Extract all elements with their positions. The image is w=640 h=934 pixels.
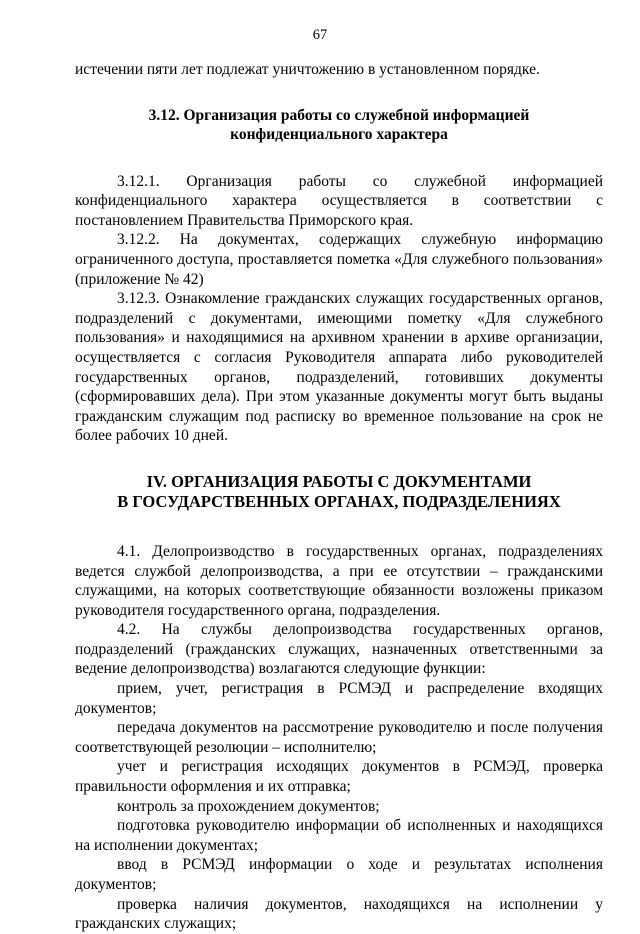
- list-item-line: передача документов на рассмотрение руководителю и после получения: [117, 719, 603, 737]
- list-item: [75, 797, 603, 817]
- list-item: [75, 757, 603, 796]
- paragraph-line: осуществляется с согласия Руководителя аппарата либо руководителей: [75, 348, 603, 366]
- section-312-title-line-1: 3.12. Организация работы со служебной информацией: [148, 106, 530, 124]
- list-item-line: документов;: [75, 876, 157, 893]
- section-iv-title-line-2: В ГОСУДАРСТВЕННЫХ ОРГАНАХ, ПОДРАЗДЕЛЕНИЯХ: [117, 491, 561, 511]
- paragraph-line: государственных органов, подразделений, готовивших документы: [75, 368, 603, 386]
- list-item-line: соответствующей резолюции – исполнителю;: [75, 738, 377, 756]
- paragraph-line: 3.12.1. Организация работы со служебной информацией: [117, 172, 603, 190]
- list-item: [75, 816, 603, 855]
- paragraph-line: (сформировавших дела). При этом указанные документы могут быть выданы: [75, 388, 603, 406]
- paragraph-4-1: [75, 542, 603, 620]
- paragraph-line: ведение делопроизводства) возлагаются следующие функции:: [75, 660, 486, 678]
- paragraph-3-12-2: [75, 230, 603, 289]
- list-item: [75, 718, 603, 757]
- intro-line: истечении пяти лет подлежат уничтожению в установленном порядке.: [75, 61, 540, 78]
- list-item-line: подготовка руководителю информации об исполненных и находящихся: [117, 817, 603, 835]
- list-item-line: правильности оформления и их отправка;: [75, 778, 351, 796]
- paragraph-3-12-1: [75, 172, 603, 231]
- list-item-line: прием, учет, регистрация в РСМЭД и распределение входящих: [117, 680, 603, 698]
- list-item-line: документов;: [75, 699, 157, 717]
- list-item: [75, 679, 603, 718]
- paragraph-line: служащими, на которых соответствующие обязанности возложены приказом: [75, 582, 603, 600]
- paragraph-line: конфиденциального характера осуществляется в соответствии с: [75, 192, 603, 210]
- paragraph-line: подразделений с документами, имеющими пометку «Для служебного: [75, 309, 603, 327]
- paragraph-line: ведется службой делопроизводства, а при ее отсутствии – гражданскими: [75, 562, 603, 580]
- document-body: [75, 60, 603, 934]
- paragraph-line: гражданским служащим под расписку во временное пользование на срок не: [75, 407, 603, 425]
- paragraph-line: 3.12.3. Ознакомление гражданских служащих государственных органов,: [117, 290, 603, 308]
- paragraph-line: более рабочих 10 дней.: [75, 427, 228, 445]
- paragraph-line: 4.1. Делопроизводство в государственных органах, подразделениях: [117, 542, 603, 560]
- list-item-line: проверка наличия документов, находящихся на исполнении у: [117, 895, 603, 913]
- paragraph-line: руководителя государственного органа, подразделения.: [75, 601, 441, 619]
- section-312-title: [75, 106, 603, 144]
- paragraph-3-12-3: [75, 289, 603, 446]
- list-item-line: учет и регистрация исходящих документов в РСМЭД, проверка: [117, 758, 603, 776]
- paragraph-line: пользования» и находящимися на архивном хранении в архиве организации,: [75, 329, 603, 347]
- list-item-line: гражданских служащих;: [75, 915, 237, 933]
- list-item-line: ввод в РСМЭД информации о ходе и результатах исполнения: [117, 856, 603, 874]
- functions-list: [75, 679, 603, 934]
- list-item-line: на исполнении документах;: [75, 836, 259, 854]
- list-item: [75, 855, 603, 894]
- section-iv-title-line-1: IV. ОРГАНИЗАЦИЯ РАБОТЫ С ДОКУМЕНТАМИ: [146, 471, 532, 491]
- paragraph-line: (приложение № 42): [75, 270, 204, 288]
- section-iv-title: [75, 472, 603, 512]
- paragraph-line: 3.12.2. На документах, содержащих служебную информацию: [117, 231, 603, 249]
- page-number: 67: [312, 27, 328, 43]
- paragraph-line: постановлением Правительства Приморского края.: [75, 211, 414, 229]
- paragraph-line: 4.2. На службы делопроизводства государственных органов,: [117, 621, 603, 639]
- paragraph-4-2: [75, 620, 603, 679]
- paragraph-line: ограниченного доступа, проставляется пометка «Для служебного пользования»: [75, 250, 603, 268]
- list-item: [75, 895, 603, 934]
- list-item-line: контроль за прохождением документов;: [117, 797, 380, 815]
- paragraph-line: подразделений (гражданских служащих, назначенных ответственными за: [75, 640, 603, 658]
- section-312-title-line-2: конфиденциального характера: [230, 125, 448, 143]
